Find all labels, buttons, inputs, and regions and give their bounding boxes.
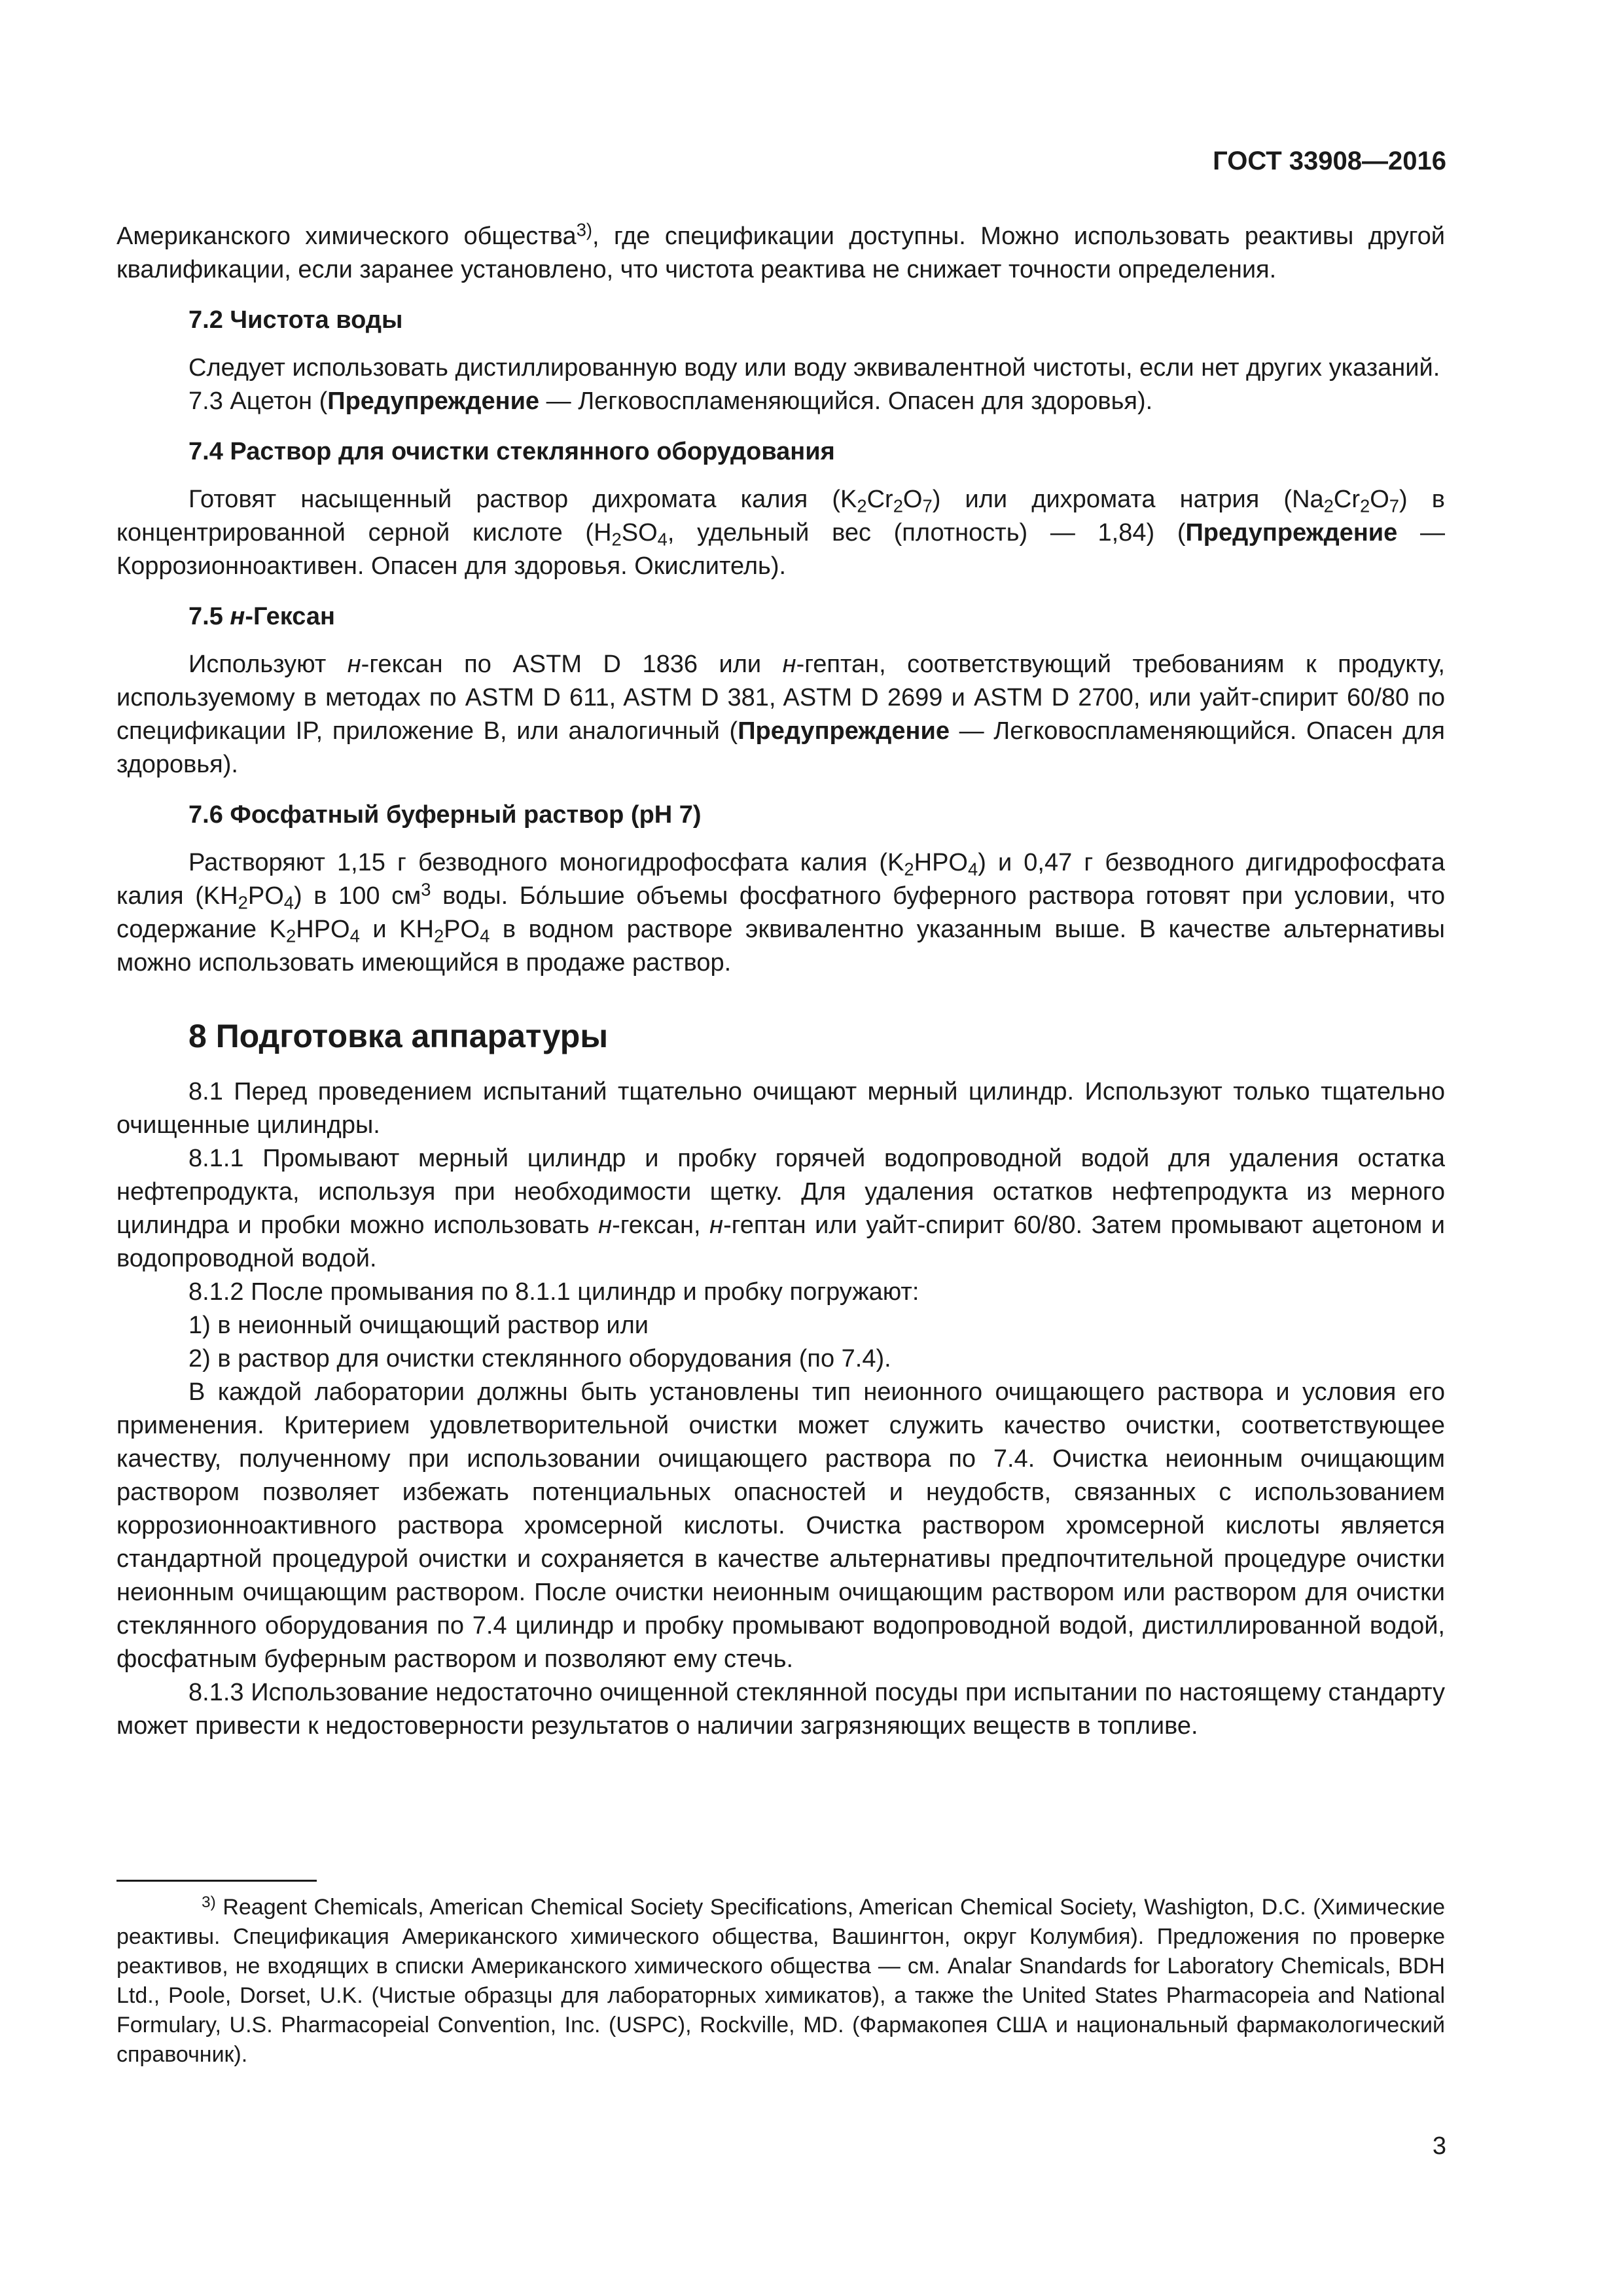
heading-7-2: 7.2 Чистота воды [188,306,403,334]
paragraph-8-1-2: 8.1.2 После промывания по 8.1.1 цилиндр и пробку погружают: [188,1278,919,1306]
list-item-2: 2) в раствор для очистки стеклянного оборудования (по 7.4). [188,1345,891,1372]
paragraph-7-5: Используют н-гексан по ASTM D 1836 или н-гептан, соответствующий требованиям к продукту, используемому в методах по ASTM D 611, ASTM D 381, ASTM D 2699 и ASTM D 2700, или уайт-спирит 60/80 по спецификации IP, приложение B, или аналогичный (Предупреждение — Легковоспламеняющийся. Опасен для здоровья). [116,651,1445,778]
paragraph-7-6: Растворяют 1,15 г безводного моногидрофосфата калия $(K_2HPO_4)$ и 0,47 г безводного дигидрофосфата калия $(KH_2PO_4)$ в 100 $см^3$ воды. Бо́льшие объемы фосфатного буферного раствора готовят при условии, что содержание $K_2HPO_4$ и $KH_2PO_4$ в водном растворе эквивалентно указанным выше. В качестве альтернативы можно использовать имеющийся в продаже раствор. [116,849,1445,977]
heading-7-4: 7.4 Раствор для очистки стеклянного оборудования [188,438,835,465]
page-number: 3 [1432,2132,1446,2160]
footnote-divider [116,1880,317,1882]
paragraph-8-1-3: 8.1.3 Использование недостаточно очищенной стеклянной посуды при испытании по настоящему стандарту может привести к недостоверности результатов о наличии загрязняющих веществ в топливе. [116,1679,1445,1740]
warning-label: Предупреждение [1185,519,1398,547]
paragraph-lab-requirements: В каждой лаборатории должны быть установлены тип неионного очищающего раствора и условия его применения. Критерием удовлетворительной очистки может служить качество очистки, соответствующее качеству, полученному при использовании очищающего раствора по 7.4. Очистка неионным очищающим раствором позволяет избежать потенциальных опасностей и неудобств, связанных с использованием коррозионноактивного раствора хромсерной кислоты. Очистка раствором хромсерной кислоты является стандартной процедурой очистки и сохраняется в качестве альтернативы предпочтительной процедуре очистки неионным очищающим раствором. После очистки неионным очищающим раствором или раствором для очистки стеклянного оборудования по 7.4 цилиндр и пробку промывают водопроводной водой, дистиллированной водой, фосфатным буферным раствором и позволяют ему стечь. [116,1378,1445,1673]
footnote-mark: 3) [202,1893,216,1911]
heading-7-5: 7.5 н-Гексан [188,603,335,630]
paragraph-7-4: Готовят насыщенный раствор дихромата калия $(K_2Cr_2O_7)$ или дихромата натрия $(Na_2Cr_2O_7)$ в концентрированной серной кислоте ($H_2SO_4$, удельный вес (плотность) — 1,84) (Предупреждение — Коррозионноактивен. Опасен для здоровья. Окислитель). [116,486,1445,580]
footnote-ref-3[interactable]: 3) [576,219,593,240]
paragraph-7-3: 7.3 Ацетон (Предупреждение — Легковоспламеняющийся. Опасен для здоровья). [188,387,1153,415]
warning-label: Предупреждение [738,717,950,745]
list-item-1: 1) в неионный очищающий раствор или [188,1312,649,1339]
paragraph-8-1-1: 8.1.1 Промывают мерный цилиндр и пробку горячей водопроводной водой для удаления остатка нефтепродукта, используя при необходимости щетку. Для удаления остатков нефтепродукта из мерного цилиндра и пробки можно использовать н-гексан, н-гептан или уайт-спирит 60/80. Затем промывают ацетоном и водопроводной водой. [116,1145,1445,1272]
footnote-3: $^{3)}$ Reagent Chemicals, American Chemical Society Specifications, American Chemical Society, Washigton, D.C. (Химические реактивы. Спецификация Американского химического общества, Вашингтон, округ Колумбия). Предложения по проверке реактивов, не входящих в списки Американского химического общества — см. Analar Snandards for Laboratory Chemicals, BDH Ltd., Poole, Dorset, U.K. (Чистые образцы для лабораторных химикатов), а также the United States Pharmacopeia and National Formulary, U.S. Pharmacopeial Convention, Inc. (USPC), Rockville, MD. (Фармакопея США и национальный фармакологический справочник). [116,1893,1445,2067]
warning-label: Предупреждение [327,387,540,415]
section-7-1-continuation: Американского химического общества$^{3)}$, где спецификации доступны. Можно использовать реактивы другой квалификации, если заранее установлено, что чистота реактива не снижает точности определения. [116,219,1446,283]
heading-section-8: 8 Подготовка аппаратуры [188,1018,609,1054]
paragraph-8-1: 8.1 Перед проведением испытаний тщательно очищают мерный цилиндр. Используют только тщательно очищенные цилиндры. [116,1078,1445,1139]
heading-7-6: 7.6 Фосфатный буферный раствор (pH 7) [188,801,702,829]
main-content [116,220,1445,1743]
standard-header: ГОСТ 33908—2016 [1213,147,1446,175]
paragraph-7-2: Следует использовать дистиллированную воду или воду эквивалентной чистоты, если нет других указаний. [188,354,1440,382]
